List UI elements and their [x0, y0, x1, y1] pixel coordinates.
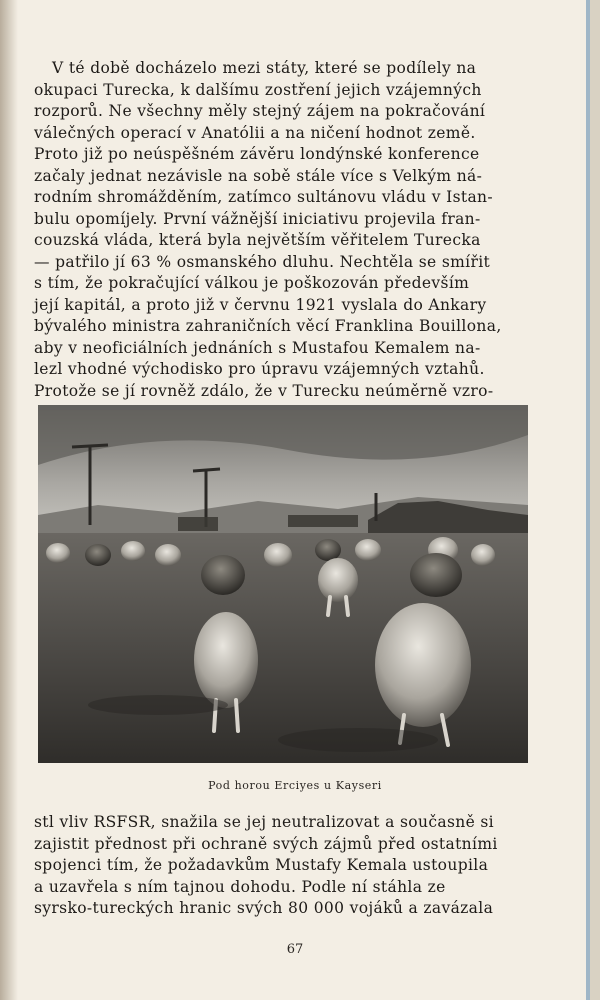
text-line: s tím, že pokračující válkou je poškozován především — [34, 274, 470, 292]
text-line: bývalého ministra zahraničních věcí Franklina Bouillona, — [34, 317, 502, 335]
text-line: couzská vláda, která byla největším věřitelem Turecka — [34, 231, 481, 249]
page-number: 67 — [286, 942, 304, 957]
text-line: — patřilo jí 63 % osmanského dluhu. Nechtěla se smířit — [34, 252, 491, 271]
text-line: V té době docházelo mezi státy, které se podílely na — [52, 59, 477, 77]
text-line: její kapitál, a proto již v červnu 1921 vyslala do Ankary — [34, 295, 487, 314]
text-line: Proto již po neúspěšném závěru londýnské konference — [34, 145, 480, 163]
photo-caption: Pod horou Erciyes u Kayseri — [208, 779, 382, 792]
binding-shadow — [0, 0, 18, 1000]
text-line: rodním shromážděním, zatímco sultánovu vládu v Istan- — [34, 188, 493, 206]
text-line: syrsko-tureckých hranic svých 80 000 vojáků a zavázala — [34, 899, 494, 917]
sheep-herd-photo — [38, 405, 528, 763]
text-line: okupaci Turecka, k dalšímu zostření jejich vzájemných — [34, 80, 482, 99]
text-line: stl vliv RSFSR, snažila se jej neutralizovat a současně si — [34, 813, 494, 831]
text-line: spojenci tím, že požadavkům Mustafy Kemala ustoupila — [34, 856, 489, 874]
text-line: začaly jednat nezávisle na sobě stále více s Velkým ná- — [34, 166, 483, 185]
paragraph-bottom — [34, 812, 529, 920]
text-line: a uzavřela s ním tajnou dohodu. Podle ní stáhla ze — [34, 877, 446, 896]
paragraph-top — [34, 58, 529, 402]
text-line: lezl vhodné východisko pro úpravu vzájemných vztahů. — [34, 360, 485, 378]
text-line: válečných operací v Anatólii a na ničení hodnot země. — [34, 123, 476, 142]
text-line: Protože se jí rovněž zdálo, že v Turecku neúměrně vzro- — [34, 381, 494, 400]
text-line: rozporů. Ne všechny měly stejný zájem na pokračování — [34, 102, 486, 120]
text-line: aby v neoficiálních jednáních s Mustafou Kemalem na- — [34, 338, 481, 357]
text-line: bulu opomíjely. První vážnější iniciativu projevila fran- — [34, 209, 481, 228]
text-line: zajistit přednost při ochraně svých zájmů před ostatními — [34, 834, 498, 853]
